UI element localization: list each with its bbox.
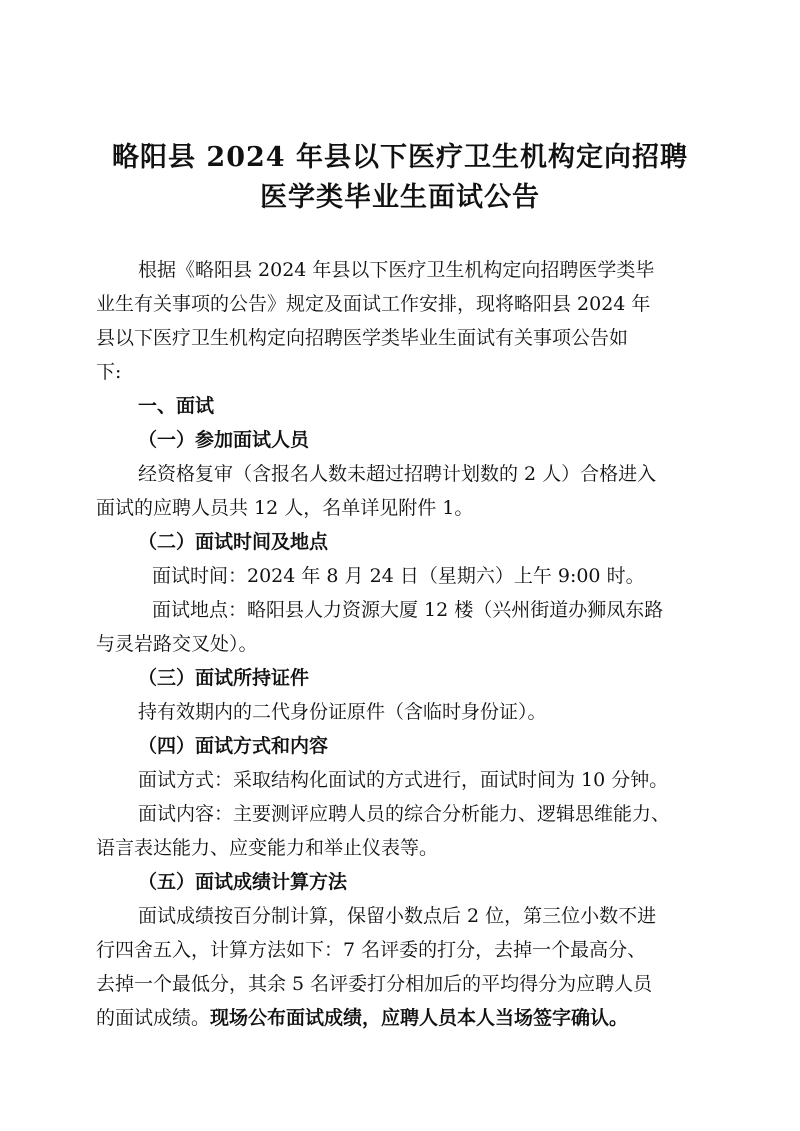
interview-time-line: 面试时间：2024 年 8 月 24 日（星期六）上午 9:00 时。: [152, 565, 645, 587]
subsection-heading-time-place: （二）面试时间及地点: [138, 531, 329, 553]
intro-line-2: 业生有关事项的公告》规定及面试工作安排，现将略阳县 2024 年: [96, 293, 651, 315]
interview-place-line-1: 面试地点：略阳县人力资源大厦 12 楼（兴州街道办狮凤东路: [152, 599, 664, 621]
score-calculation-line-4: [96, 1001, 716, 1035]
score-calculation-line-2: 行四舍五入，计算方法如下：7 名评委的打分，去掉一个最高分、: [96, 939, 647, 961]
intro-line-4: 下:: [96, 361, 122, 383]
score-calculation-line-1: 面试成绩按百分制计算，保留小数点后 2 位，第三位小数不进: [138, 905, 657, 927]
subsection-heading-documents: （三）面试所持证件: [138, 667, 310, 689]
score-announcement-emphasis: 现场公布面试成绩，应聘人员本人当场签字确认。: [210, 1007, 629, 1029]
score-calculation-line-3: 去掉一个最低分，其余 5 名评委打分相加后的平均得分为应聘人员: [96, 973, 653, 995]
interview-content-line-2: 语言表达能力、应变能力和举止仪表等。: [96, 837, 439, 859]
interview-method-line: 面试方式：采取结构化面试的方式进行，面试时间为 10 分钟。: [138, 769, 669, 791]
participants-line-1: 经资格复审（含报名人数未超过招聘计划数的 2 人）合格进入: [138, 463, 657, 485]
participants-line-2: 面试的应聘人员共 12 人，名单详见附件 1。: [96, 497, 474, 519]
title-line-1: 略阳县 2024 年县以下医疗卫生机构定向招聘: [112, 142, 688, 173]
title-line-2: 医学类毕业生面试公告: [260, 182, 540, 213]
interview-content-line-1: 面试内容：主要测评应聘人员的综合分析能力、逻辑思维能力、: [138, 803, 671, 825]
subsection-heading-participants: （一）参加面试人员: [138, 429, 310, 451]
intro-line-3: 县以下医疗卫生机构定向招聘医学类毕业生面试有关事项公告如: [96, 327, 629, 349]
subsection-heading-score-calculation: （五）面试成绩计算方法: [138, 871, 348, 893]
documents-line-1: 持有效期内的二代身份证原件（含临时身份证）。: [138, 701, 547, 723]
subsection-heading-method-content: （四）面试方式和内容: [138, 735, 329, 757]
intro-line-1: 根据《略阳县 2024 年县以下医疗卫生机构定向招聘医学类毕: [138, 259, 655, 281]
interview-place-line-2: 与灵岩路交叉处）。: [96, 633, 258, 655]
section-heading-interview: 一、面试: [138, 395, 215, 417]
score-calculation-line-4-text: 的面试成绩。: [96, 1007, 211, 1029]
